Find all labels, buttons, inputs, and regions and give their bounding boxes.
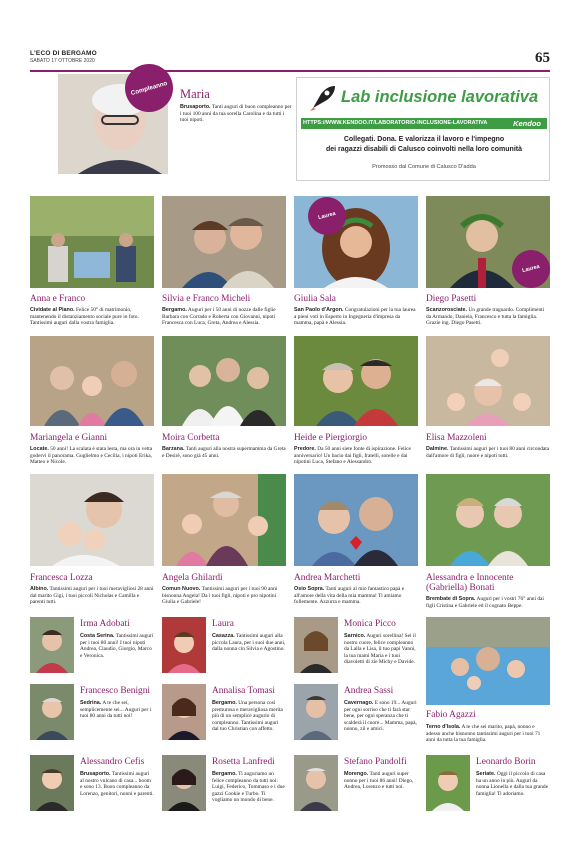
- greeting-photo: [30, 474, 154, 566]
- laurea-badge: Laurea: [304, 193, 350, 239]
- laurea-badge: Laurea: [508, 246, 554, 292]
- greeting-name: Moira Corbetta: [162, 433, 220, 443]
- greeting-name: Andrea Sassi: [344, 686, 394, 696]
- greeting-photo: [162, 474, 286, 566]
- featured-name: Maria: [180, 87, 210, 101]
- ad-lab-inclusione[interactable]: [296, 77, 550, 181]
- greeting-name: Giulia Sala: [294, 294, 336, 304]
- greeting-photo: [162, 617, 206, 673]
- greeting-photo: [162, 684, 206, 740]
- greeting-photo: [294, 684, 338, 740]
- kendoo-logo: Kendoo: [513, 119, 541, 128]
- greeting-name: Mariangela e Gianni: [30, 433, 108, 443]
- page-number: 65: [535, 50, 550, 66]
- greeting-name: Angela Ghilardi: [162, 573, 223, 583]
- greeting-photo: [162, 196, 286, 288]
- greeting-text: Bergamo. Ti auguriamo un felice compleanno da tutti noi: Luigi, Federico, Tommaso e i due gazzi Cookie e Turbo. Ti vogliamo un mondo di bene.: [212, 771, 285, 804]
- greeting-text: Bergamo. Auguri per i 50 anni di nozze dalle figlie Barbara con Corrado e Roberta con Giovanni, nipoti Francesca con Luca, Greta, Andrea e Alessia.: [162, 307, 276, 327]
- greeting-text: Costa Serina. Tantissimi auguri per i tuoi 80 anni! I tuoi nipoti Andrea, Claudio, Giorgio, Marco e Veronica.: [80, 633, 154, 659]
- greeting-text: Predore. Da 50 anni siete fonte di ispirazione. Felice anniversario! Un bacio dai figli, fratelli, sorelle e dai nipotini Luca, Stefano e Alessandro.: [294, 446, 411, 466]
- greeting-text: Albino. Tantissimi auguri per i tuoi meravigliosi 28 anni dal marito Gigi, i tuoi piccoli Nicholas e Camilla e parenti tutti.: [30, 586, 154, 606]
- birthday-badge: Compleanno: [119, 58, 178, 117]
- greeting-photo: [30, 755, 74, 811]
- greeting-name: Leonardo Borin: [476, 757, 536, 767]
- ad-line-2: dei ragazzi disabili di Calusco coinvolti nella loro comunità: [325, 146, 523, 153]
- greeting-text: Locate. 50 anni! La scalata è stata lesta, ma ora in vetta godervi il panorama. Guglielmo e Cecilia, i nipoti Erika, Matteo e Nicole.: [30, 446, 153, 466]
- greeting-text: Bergamo. Una persona così premurosa e meravigliosa merita più di un semplice augurio di compleanno. Tantissimi auguri dal tuo Christian con affetto.: [212, 700, 283, 733]
- newspaper-name: L'ECO DI BERGAMO: [30, 50, 97, 57]
- greeting-text: Barzana. Tanti auguri alla nostra supermamma da Greta e Desirè, sono già 45 anni.: [162, 446, 286, 459]
- greeting-name: Rosetta Lanfredi: [212, 757, 275, 767]
- greeting-text: Terno d'Isola. A te che sei marito, papà, nonno e adesso anche bisnonno tantissimi auguri per i tuoi 71 anni da tutta la tua famiglia.: [426, 724, 541, 744]
- greeting-photo: [426, 617, 550, 705]
- greeting-photo: [294, 755, 338, 811]
- greeting-photo: [30, 336, 154, 426]
- greeting-name: Diego Pasetti: [426, 294, 477, 304]
- greeting-text: San Paolo d'Argon. Congratulazioni per la tua laurea a pieni voti in Esperto in Ingegneria d'impresa da mamma, papà e Alessia.: [294, 307, 416, 327]
- greeting-name: Stefano Pandolfi: [344, 757, 407, 767]
- greeting-name: Irma Adobati: [80, 619, 130, 629]
- greeting-name: Elisa Mazzoleni: [426, 433, 487, 443]
- greeting-name: Andrea Marchetti: [294, 573, 361, 583]
- ad-line-1: Collegati. Dona. E valorizza il lavoro e l'impegno: [343, 136, 505, 143]
- greeting-photo: [162, 336, 286, 426]
- greeting-photo: [294, 336, 418, 426]
- greeting-text: Dalmine. Tantissimi auguri per i tuoi 80 anni circondata dall'amore di figli, nuore e nipoti tutti.: [426, 446, 550, 459]
- greeting-text: Morengo. Tanti auguri super nonno per i tuoi 86 anni! Diego, Andrea, Lorenzo e tutti noi.: [344, 771, 414, 791]
- greeting-text: Comun Nuovo. Tantissimi auguri per i tuoi 90 anni bisnonna Angela! Da i tuoi figli, nipoti e pro nipotini Giulia e Gabriele!: [162, 586, 278, 606]
- greeting-photo: [426, 474, 550, 566]
- rocket-icon: [307, 84, 337, 114]
- featured-text: Brusaporto. Tanti auguri di buon compleanno per i tuoi 100 anni da tua sorella Carolina e da tutti i tuoi nipoti.: [180, 104, 292, 124]
- greeting-text: Scanzorosciate. Un grande traguardo. Complimenti da Armando, Daniela, Francesco e tutta la famiglia. Grazie ing. Diego Pasetti.: [426, 307, 545, 327]
- greeting-name: Anna e Franco: [30, 294, 86, 304]
- greeting-name: Fabio Agazzi: [426, 710, 476, 720]
- issue-date: SABATO 17 OTTOBRE 2020: [30, 58, 95, 64]
- header-rule: [30, 70, 550, 72]
- greeting-text: Brembate di Sopra. Auguri per i vostri 76° anni dai figli Cristina e Gabriele ed il cognato Beppe.: [426, 596, 544, 609]
- ad-promoter: Promosso dal Comune di Calusco D'adda: [372, 164, 476, 170]
- greeting-name: Alessandro Cefis: [80, 757, 145, 767]
- greeting-name: Annalisa Tomasi: [212, 686, 275, 696]
- greeting-text: Cividate al Piano. Felice 50° di matrimonio, mantenendo il distanziamento sociale pure in foto. Tantissimi auguri dalla vostra famiglia.: [30, 307, 139, 327]
- ad-title: Lab inclusione lavorativa: [341, 88, 539, 106]
- greeting-text: Brusaporto. Tantissimi auguri al nostro vulcano di casa... boom e sono 13. Buon compleanno da Lorenzo, genitori, nonni e parenti.: [80, 771, 154, 797]
- greeting-photo: [426, 336, 550, 426]
- greeting-name: Monica Picco: [344, 619, 396, 629]
- greeting-photo: [30, 684, 74, 740]
- greeting-text: Sedrina. A te che sei, semplicemente sei... Auguri per i tuoi 80 anni da tutti noi!: [80, 700, 152, 720]
- greeting-name: Silvia e Franco Micheli: [162, 294, 251, 304]
- greeting-name: Heide e Piergiorgio: [294, 433, 368, 443]
- greeting-photo: [162, 755, 206, 811]
- greeting-text: Seriate. Oggi il piccolo di casa ha un anno in più. Auguri da nonna Lionella e dalla tua grande famiglia! Ti adoriamo.: [476, 771, 548, 797]
- greeting-photo: [426, 755, 470, 811]
- greeting-name: Francesco Benigni: [80, 686, 151, 696]
- ad-url-link[interactable]: HTTPS://WWW.KENDOO.IT/LABORATORIO-INCLUSIONE-LAVORATIVA: [303, 120, 488, 126]
- greeting-name: Laura: [212, 619, 234, 629]
- greeting-text: Cavernago. E sono 19... Auguri per ogni sorriso che ti farà star bene, per ogni speranza che ti scalderà il cuore... Mamma, papà, nonno, zii e amici.: [344, 700, 417, 733]
- greeting-photo: [30, 196, 154, 288]
- greeting-name: Francesca Lozza: [30, 573, 93, 583]
- greeting-text: Osio Sopra. Tanti auguri al mio fantastico papà e all'amore della vita della mia mamma! Ti amiamo follemente. Azzurra e mamma.: [294, 586, 405, 606]
- greeting-photo: [294, 617, 338, 673]
- page-header: [30, 50, 550, 72]
- greeting-photo: [294, 474, 418, 566]
- greeting-text: Casazza. Tantissimi auguri alla piccola Laura, per i suoi due anni, dalla nonna cin Silvia e Agostino.: [212, 633, 286, 653]
- greeting-name: Alessandra e Innocente (Gabriella) Bonati: [426, 573, 514, 593]
- greeting-photo: [30, 617, 74, 673]
- greeting-text: Sarnico. Auguri sorellina! Sei il nostro cuore, felice compleanno da Lalla e Lisa, il tuo papi Vanni, la tua mami Maria e i tuoi diavoletti di zie Michy e Davide.: [344, 633, 416, 666]
